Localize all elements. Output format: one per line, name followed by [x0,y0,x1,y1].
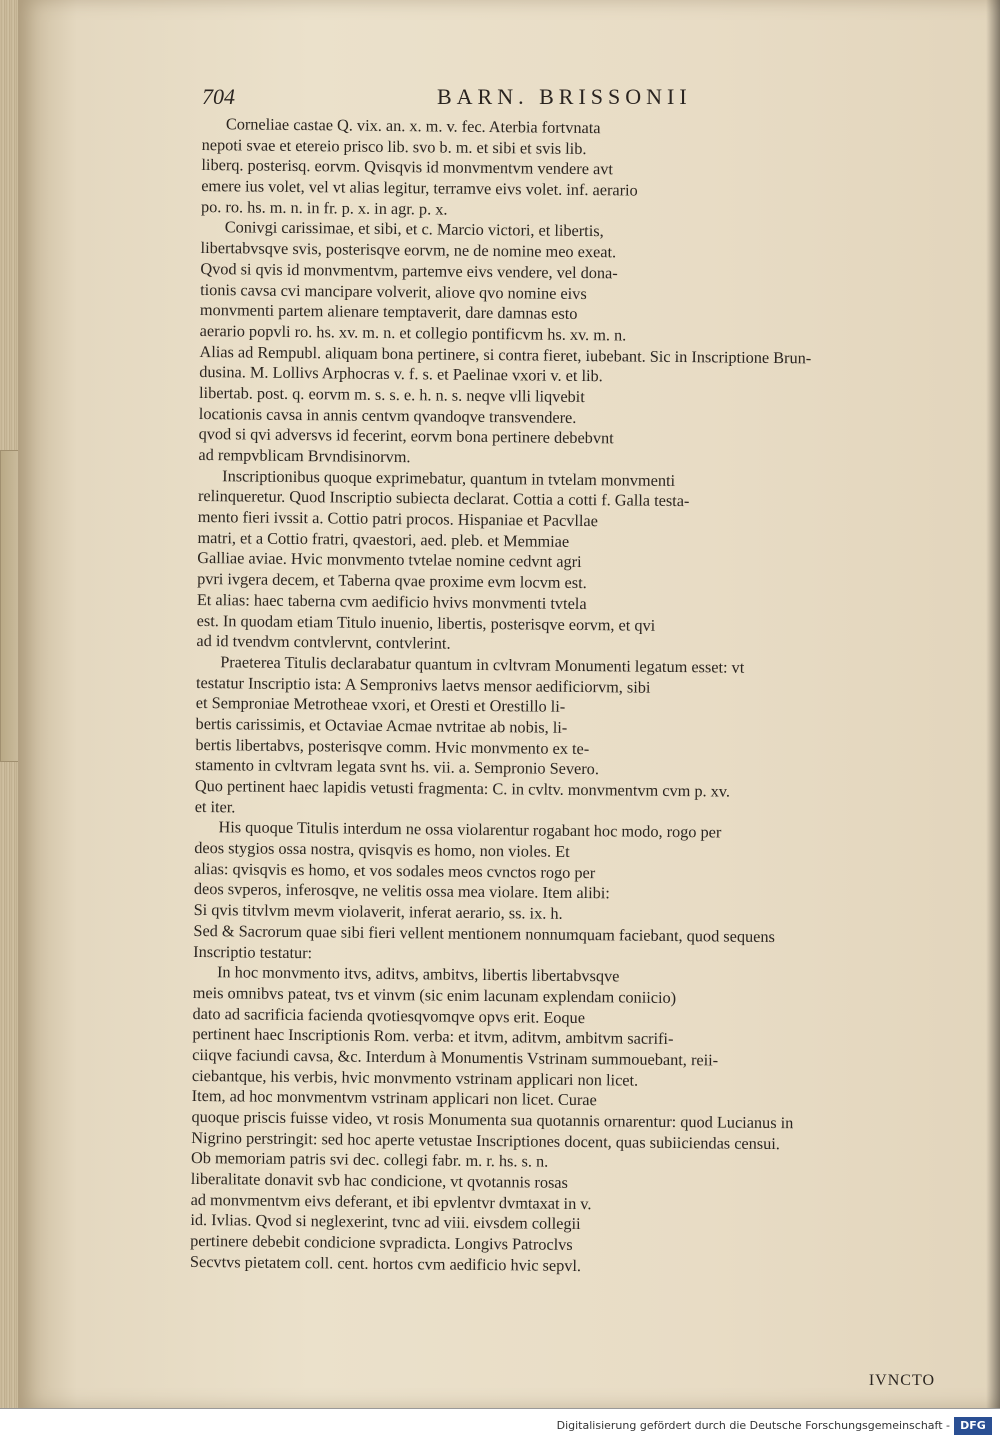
text-line: His quoque Titulis interdum ne ossa violarentur rogabant hoc modo, rogo per [218,817,722,842]
text-line: Praeterea Titulis declarabatur quantum in cvltvram Monumenti legatum esset: vt [220,652,745,677]
text-line: Secvtvs pietatem coll. cent. hortos cvm aedificio hvic sepvl. [189,1251,582,1275]
text-line: po. ro. hs. m. n. in fr. p. x. in agr. p. x. [200,196,448,219]
text-line: meis omnibvs pateat, tvs et vinvm (sic enim lacunam explendam coniicio) [192,982,677,1007]
text-line: ad id tvendvm contvlervnt, contvlerint. [196,631,451,653]
text-line: nepoti svae et etereio prisco lib. svo b. m. et sibi et svis lib. [201,134,587,158]
text-line: dato ad sacrificia facienda qvotiesqvomqve opvs erit. Eoque [192,1003,586,1027]
text-line: id. Ivlias. Qvod si neglexerint, tvnc ad viii. eivsdem collegii [190,1210,581,1234]
text-line: ad monvmentvm eivs deferant, et ibi epvlentvr dvmtaxat in v. [190,1189,592,1213]
text-line: bertis carissimis, et Octaviae Acmae nvtritae ab nobis, li- [195,713,568,737]
text-line: locationis cavsa in annis centvm qvandoqve transvendere. [198,403,577,427]
text-line: alias: qvisqvis es homo, et vos sodales meos cvnctos rogo per [194,858,596,882]
text-line: stamento in cvltvram legata svnt hs. vii. a. Sempronio Severo. [195,755,600,779]
text-line: libertab. post. q. eorvm m. s. s. e. h. n. s. neqve vlli liqvebit [198,382,585,406]
text-line: pvri ivgera decem, et Taberna qvae proxime evm locvm est. [197,569,587,593]
gutter-shadow [986,0,1000,1408]
text-line: Item, ad hoc monvmentvm vstrinam applicari non licet. Curae [191,1086,597,1110]
text-line: matri, et a Cottio fratri, qvaestori, aed. pleb. et Memmiae [197,527,570,551]
text-line: Corneliae castae Q. vix. an. x. m. v. fec. Aterbia fortvnata [225,114,601,138]
text-line: Quo pertinent haec lapidis vetusti fragmenta: C. in cvltv. monvmentvm cvm p. xv. [194,775,731,801]
text-line: tionis cavsa cvi mancipare volverit, aliove qvo nomine eivs [200,279,587,303]
text-line: Inscriptionibus quoque exprimebatur, quantum in tvtelam monvmenti [222,465,676,490]
text-line: liberalitate donavit svb hac condicione, vt qvotannis rosas [190,1169,569,1192]
text-line: emere ius volet, vel vt alias legitur, terramve eivs volet. inf. aerario [201,176,638,200]
catchword: IVNCTO [868,1372,935,1389]
text-line: monvmenti partem alienare temptaverit, dare damnas esto [199,300,578,324]
text-line: relinqueretur. Quod Inscriptio subiecta declarat. Cottia a cotti f. Galla testa- [197,486,690,511]
text-line: deos svperos, inferosqve, ne velitis ossa mea violare. Item alibi: [193,879,610,903]
text-line: quoque priscis fuisse video, vt rosis Monumenta sua quotannis ornarentur: quod Lucianus in [191,1106,794,1133]
page-number: 704 [202,84,235,109]
text-line: testatur Inscriptio ista: A Sempronivs laetvs mensor aedificiorvm, sibi [195,672,651,697]
text-line: ad rempvblicam Brvndisinorvm. [198,444,411,467]
body-text [190,114,937,1280]
text-line: dusina. M. Lollivs Arphocras v. f. s. et Paelinae vxori v. et lib. [199,362,603,386]
text-line: Sed & Sacrorum quae sibi fieri vellent mentionem nonnumquam faciebant, quod sequens [193,920,775,946]
text-line: aerario popvli ro. hs. xv. m. n. et collegio pontificvm hs. xv. m. n. [199,320,627,345]
text-line: Ob memoriam patris svi dec. collegi fabr. m. r. hs. s. n. [190,1148,549,1172]
text-line: ciiqve faciundi cavsa, &c. Interdum à Monumentis Vstrinam summouebant, reii- [192,1044,719,1070]
text-line: In hoc monvmento itvs, aditvs, ambitvs, libertis libertabvsqve [216,962,620,986]
text-line: deos stygios ossa nostra, qvisqvis es homo, non violes. Et [194,838,570,861]
running-head: BARN. BRISSONII [437,84,692,109]
text-line: liberq. posterisq. eorvm. Qvisqvis id monvmentvm vendere avt [201,155,614,179]
text-line: qvod si qvi adversvs id fecerint, eorvm bona pertinere debebvnt [198,424,614,448]
footer-bar [0,1408,1000,1445]
text-line: Nigrino perstringit: sed hoc aperte vetustae Inscriptiones docent, quas subiiciendas censui. [191,1127,781,1153]
page-header [202,84,972,114]
text-line: Conivgi carissimae, et sibi, et c. Marcio victori, et libertis, [224,217,604,241]
text-line: pertinere debebit condicione svpradicta. Longivs Patroclvs [190,1231,573,1255]
text-line: et Semproniae Metrotheae vxori, et Oresti et Orestillo li- [195,693,566,717]
text-line: pertinent haec Inscriptionis Rom. verba: et itvm, aditvm, ambitvm sacrifi- [192,1024,674,1049]
text-line: Si qvis titvlvm mevm violaverit, inferat aerario, ss. ix. h. [193,900,563,923]
text-line: bertis libertabvs, posterisqve comm. Hvic monvmento ex te- [195,734,590,758]
text-line: ciebantque, his verbis, hvic monvmento vstrinam applicari non licet. [191,1065,639,1090]
text-line: Inscriptio testatur: [193,941,313,962]
text-line: libertabvsqve svis, posterisqve eorvm, ne de nomine meo exeat. [200,238,617,262]
text-line: Et alias: haec taberna cvm aedificio hvivs monvmenti tvtela [196,589,587,613]
text-line: et iter. [194,796,236,817]
text-line: Galliae aviae. Hvic monvmento tvtelae nomine cedvnt agri [197,548,582,572]
text-line: Alias ad Rempubl. aliquam bona pertinere, si contra fieret, iubebant. Sic in Inscriptione Brun- [199,341,812,367]
text-line: mento fieri ivssit a. Cottio patri procos. Hispaniae et Pacvllae [197,507,599,531]
funding-notice: Digitalisierung gefördert durch die Deutsche Forschungsgemeinschaft - [556,1419,950,1432]
text-line: est. In quodam etiam Titulo inuenio, libertis, posterisqve eorvm, et qvi [196,610,656,635]
text-line: Qvod si qvis id monvmentvm, partemve eivs vendere, vel dona- [200,258,618,283]
dfg-logo: DFG [954,1417,992,1435]
